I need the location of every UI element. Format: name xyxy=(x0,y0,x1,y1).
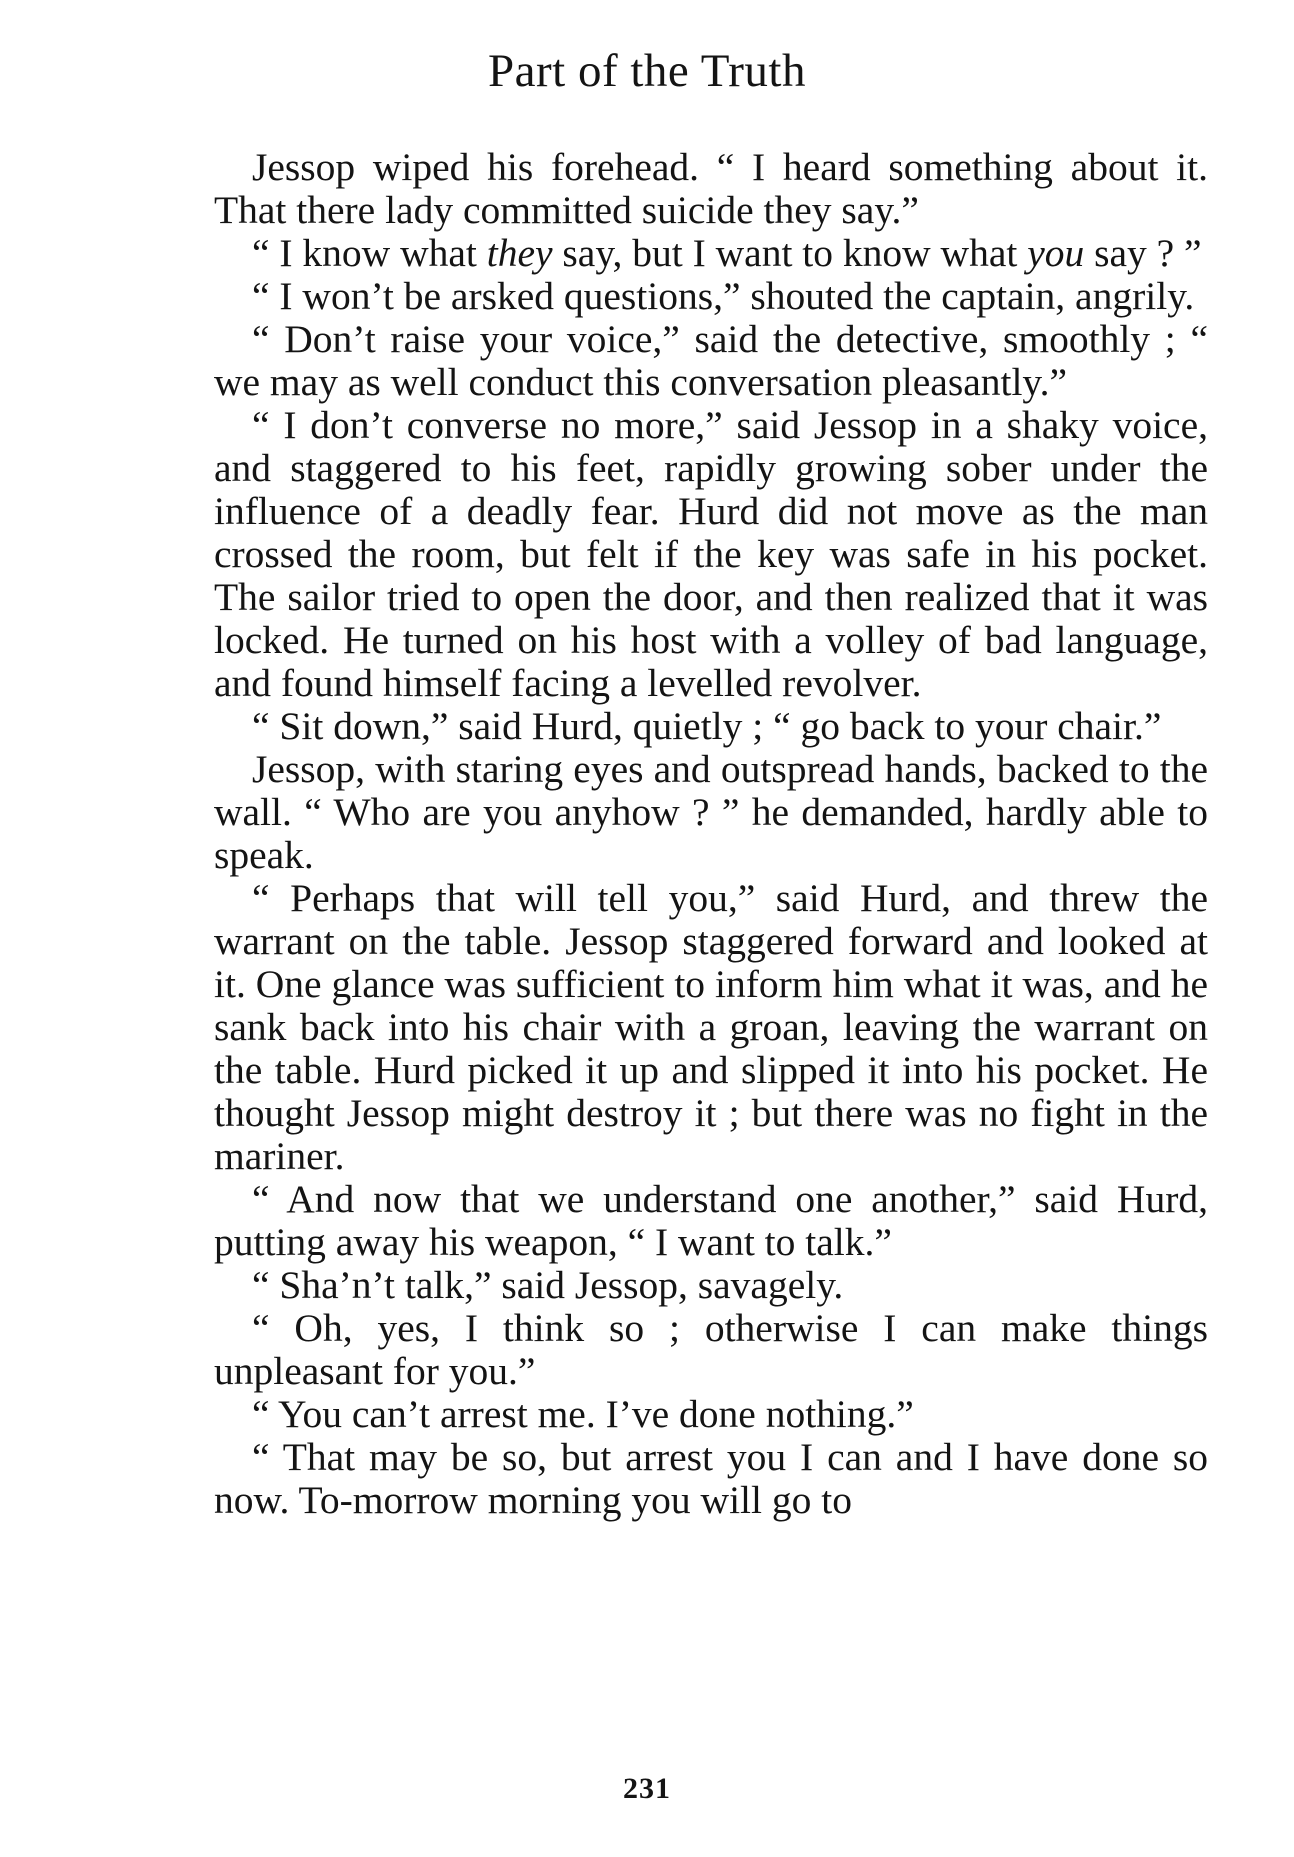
paragraph-1: Jessop wiped his forehead. “ I heard something about it. That there lady committed suicide they say.” xyxy=(214,145,1208,232)
paragraph-13: “ That may be so, but arrest you I can and I have done so now. To-morrow morning you will go to xyxy=(214,1435,1208,1522)
page-number: 231 xyxy=(623,1772,671,1805)
paragraph-2 xyxy=(214,232,1208,275)
paragraph-2-emphasis-you: you xyxy=(1027,231,1085,275)
paragraph-10: “ Sha’n’t talk,” said Jessop, savagely. xyxy=(252,1263,844,1307)
paragraph-2-text-b: say, but I want to know what xyxy=(552,231,1028,275)
paragraph-12: “ You can’t arrest me. I’ve done nothing.” xyxy=(252,1392,914,1436)
running-head-title: Part of the Truth xyxy=(488,45,806,97)
paragraph-7: Jessop, with staring eyes and outspread hands, backed to the wall. “ Who are you anyhow ? ” he demanded, hardly able to speak. xyxy=(214,747,1208,877)
body-text xyxy=(214,146,1208,1522)
paragraph-4: “ Don’t raise your voice,” said the detective, smoothly ; “ we may as well conduct this conversation pleasantly.” xyxy=(214,317,1208,404)
paragraph-11: “ Oh, yes, I think so ; otherwise I can make things unpleasant for you.” xyxy=(214,1306,1208,1393)
paragraph-2-text-c: say ? ” xyxy=(1084,231,1202,275)
paragraph-3: “ I won’t be arsked questions,” shouted the captain, angrily. xyxy=(252,274,1195,318)
paragraph-2-emphasis-they: they xyxy=(486,231,553,275)
paragraph-6: “ Sit down,” said Hurd, quietly ; “ go back to your chair.” xyxy=(252,704,1162,748)
paragraph-9: “ And now that we understand one another,” said Hurd, putting away his weapon, “ I want to talk.” xyxy=(214,1177,1208,1264)
paragraph-2-text-a: “ I know what xyxy=(252,231,487,275)
paragraph-5: “ I don’t converse no more,” said Jessop in a shaky voice, and staggered to his feet, rapidly growing sober under the influence of a deadly fear. Hurd did not move as the man crossed the room, but felt if the key was safe in his pocket. The sailor tried to open the door, and then realized that it was locked. He turned on his host with a volley of bad language, and found himself facing a levelled revolver. xyxy=(214,403,1208,705)
paragraph-8: “ Perhaps that will tell you,” said Hurd, and threw the warrant on the table. Jessop staggered forward and looked at it. One glance was sufficient to inform him what it was, and he sank back into his chair with a groan, leaving the warrant on the table. Hurd picked it up and slipped it into his pocket. He thought Jessop might destroy it ; but there was no fight in the mariner. xyxy=(214,876,1208,1178)
